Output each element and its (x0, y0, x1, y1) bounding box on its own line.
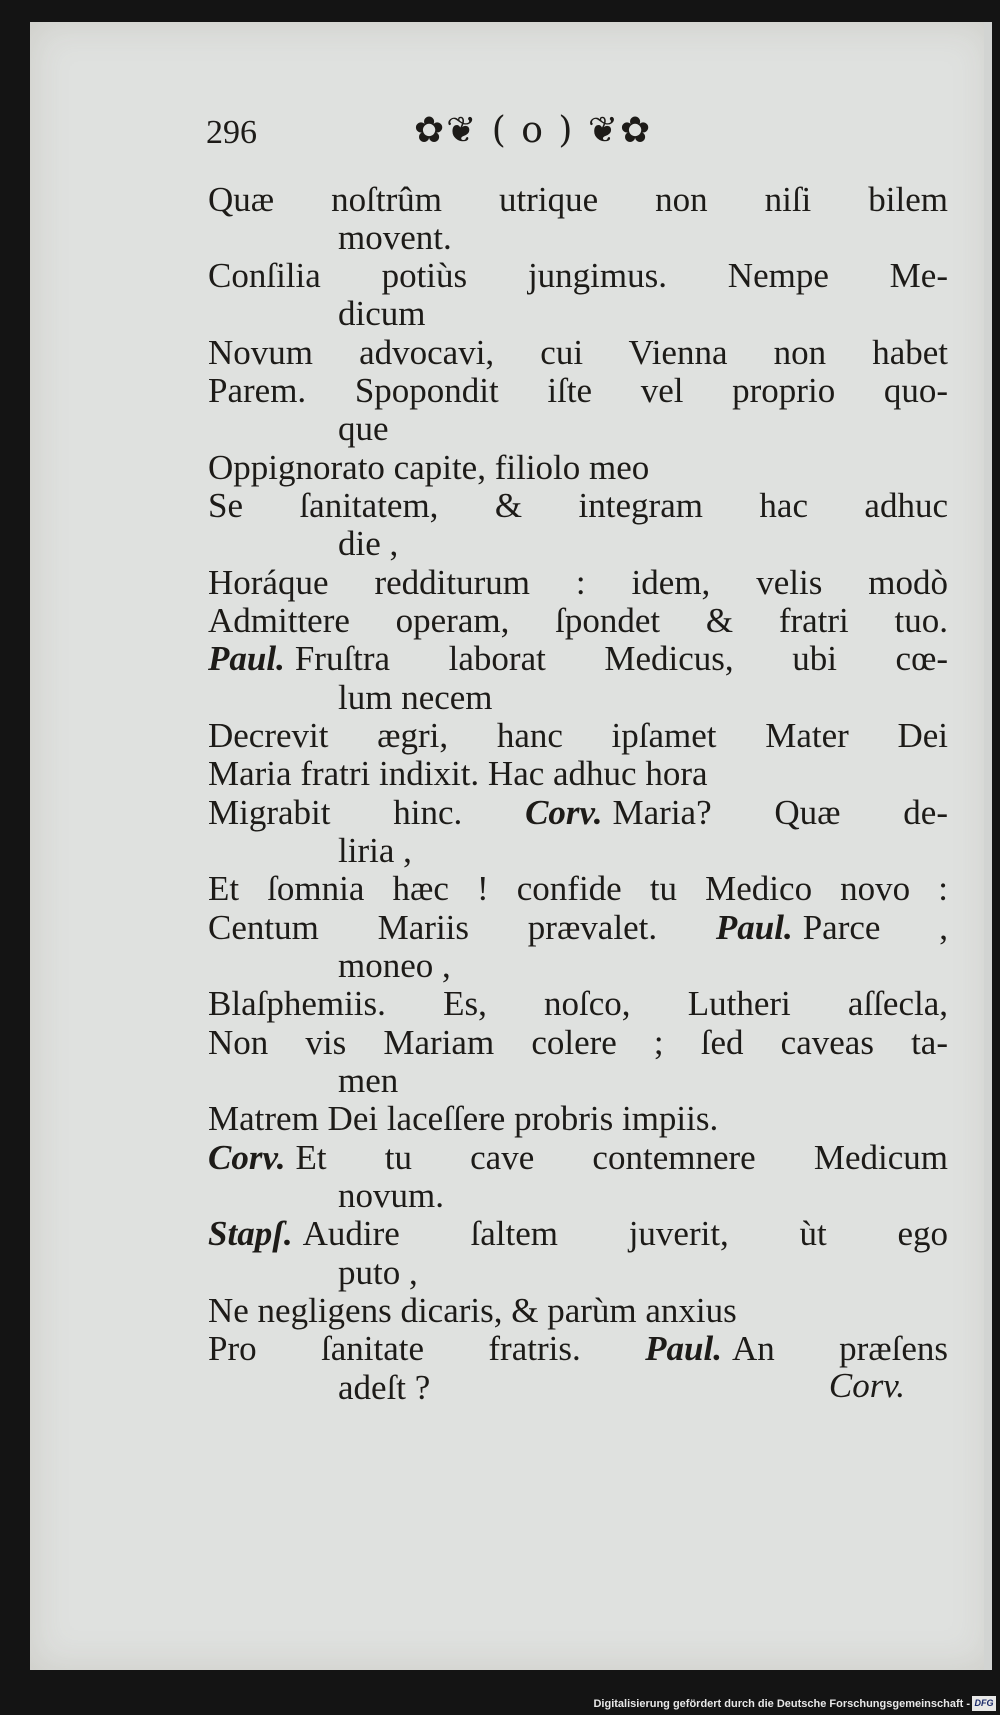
page-number: 296 (206, 114, 257, 151)
verse-line: Ne negligens dicaris, & parùm anxius (208, 1291, 737, 1330)
verse-line: moneo , (338, 946, 451, 985)
verse-line: Oppignorato capite, filiolo meo (208, 448, 650, 487)
verse-line: Quæ noſtrûm utrique non niſi bilem (208, 180, 948, 219)
verse-line: Stapſ. Audire ſaltem juverit, ùt ego (208, 1214, 948, 1253)
verse-line: adeſt ? (338, 1368, 431, 1407)
verse-line: Et ſomnia hæc ! confide tu Medico novo : (208, 869, 948, 908)
speaker-label: Stapſ. (208, 1214, 293, 1253)
verse-line: Centum Mariis prævalet. Paul. Parce , (208, 908, 948, 947)
verse-line: Blaſphemiis. Es, noſco, Lutheri aſſecla, (208, 984, 948, 1023)
verse-line: Migrabit hinc. Corv. Maria? Quæ de- (208, 793, 948, 832)
verse-line: Parem. Spopondit iſte vel proprio quo- (208, 371, 948, 410)
verse-line: Decrevit ægri, hanc ipſamet Mater Dei (208, 716, 948, 755)
verse-line: liria , (338, 831, 412, 870)
verse-line: Maria fratri indixit. Hac adhuc hora (208, 754, 708, 793)
verse-line: Admittere operam, ſpondet & fratri tuo. (208, 601, 948, 640)
header-ornament: ✿❦ ( o ) ❦✿ (414, 110, 653, 151)
verse-line: que (338, 409, 389, 448)
verse-line: puto , (338, 1253, 418, 1292)
verse-line: Conſilia potiùs jungimus. Nempe Me- (208, 256, 948, 295)
verse-line: Novum advocavi, cui Vienna non habet (208, 333, 948, 372)
verse-line: lum necem (338, 678, 493, 717)
verse-line: Horáque redditurum : idem, velis modò (208, 563, 948, 602)
speaker-label: Paul. (645, 1329, 722, 1368)
speaker-label: Corv. (525, 793, 603, 832)
verse-line: Paul. Fruſtra laborat Medicus, ubi cœ- (208, 639, 948, 678)
page-edge (984, 22, 992, 1670)
verse-line: men (338, 1061, 399, 1100)
digitization-footer (0, 1693, 1000, 1715)
verse-line: novum. (338, 1176, 444, 1215)
verse-line: dicum (338, 294, 426, 333)
verse-line: die , (338, 524, 399, 563)
verse-line: Corv. Et tu cave contemnere Medicum (208, 1138, 948, 1177)
dfg-logo: DFG (972, 1696, 996, 1711)
speaker-label: Paul. (208, 639, 285, 678)
verse-line: Matrem Dei laceſſere probris impiis. (208, 1099, 719, 1138)
speaker-label: Corv. (208, 1138, 286, 1177)
verse-line: Pro ſanitate fratris. Paul. An præſens (208, 1329, 948, 1368)
speaker-label: Paul. (715, 908, 793, 947)
verse-line: Se ſanitatem, & integram hac adhuc (208, 486, 948, 525)
verse-line: movent. (338, 218, 452, 257)
catchword: Corv. (828, 1366, 905, 1405)
verse-line: Non vis Mariam colere ; ſed caveas ta- (208, 1023, 948, 1062)
page-header (206, 108, 926, 168)
footer-credit: Digitalisierung gefördert durch die Deutsche Forschungsgemeinschaft - (593, 1698, 970, 1710)
